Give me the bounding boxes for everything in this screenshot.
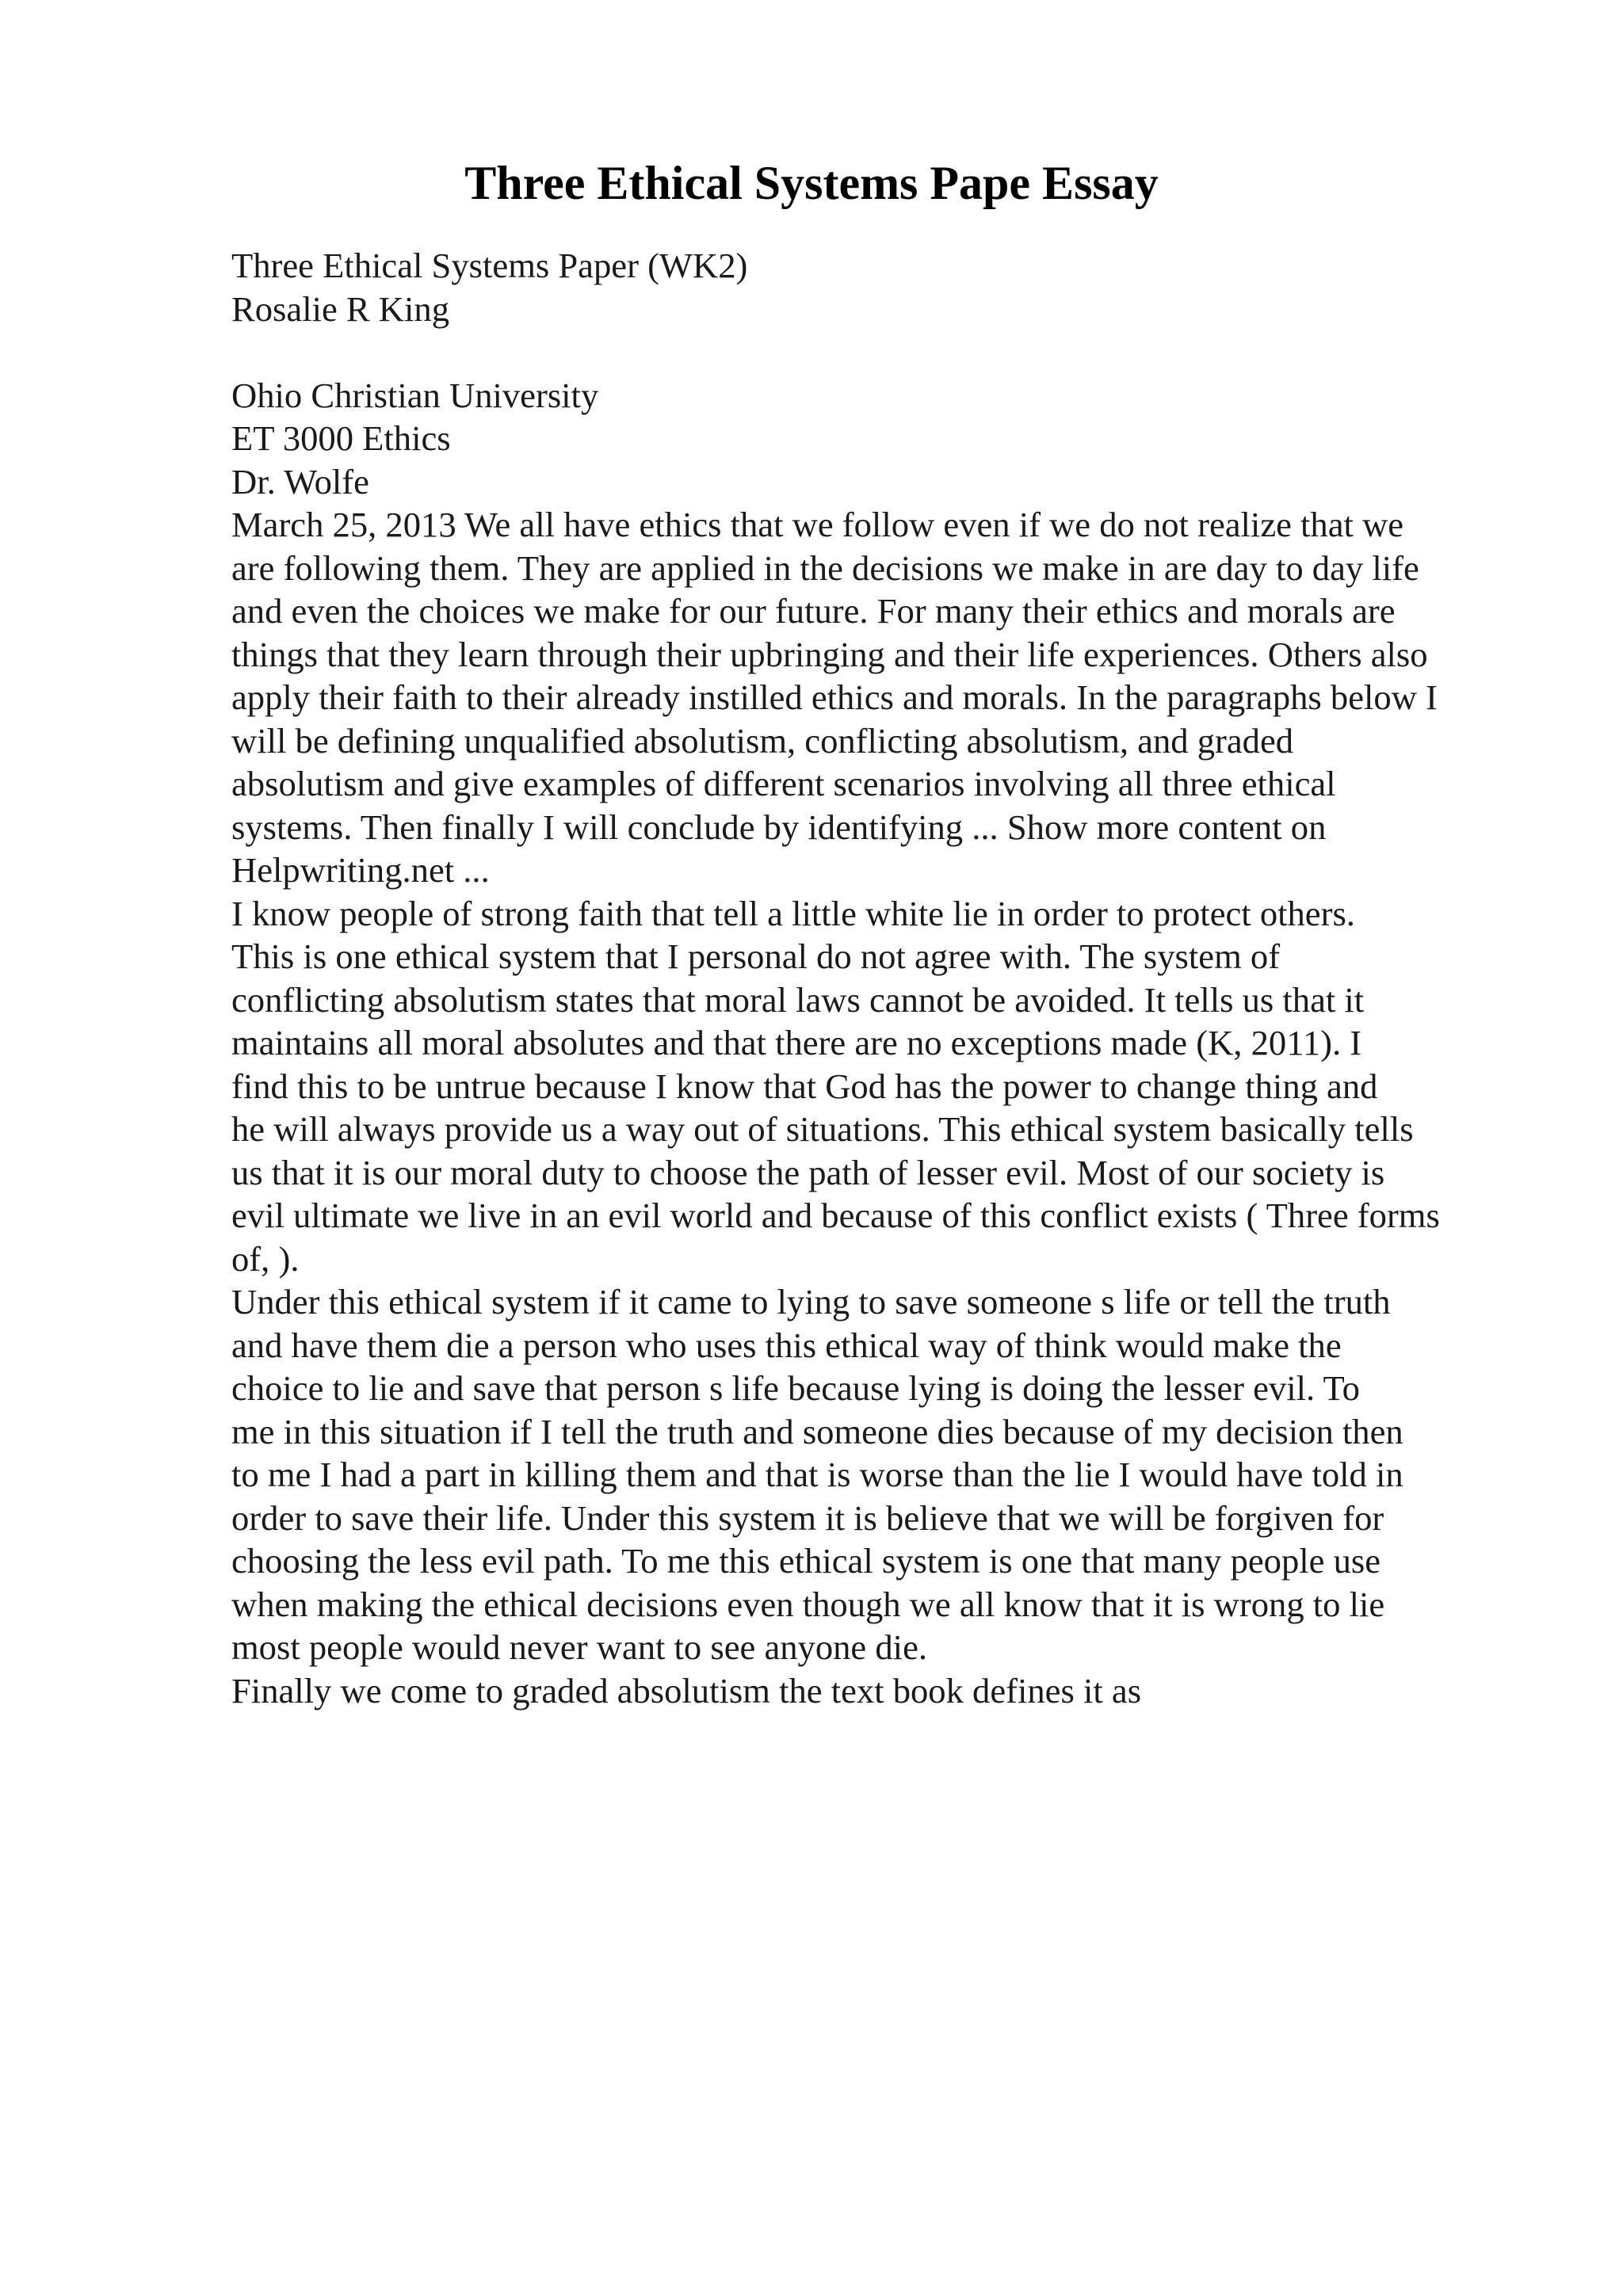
document-title: Three Ethical Systems Pape Essay xyxy=(464,157,1159,209)
paragraph-line: to me I had a part in killing them and that is worse than the lie I would have told in xyxy=(231,1455,1403,1494)
paragraph-line: absolutism and give examples of different scenarios involving all three ethical xyxy=(231,764,1336,803)
paragraph-4 xyxy=(231,1669,1515,1713)
instructor-line: Dr. Wolfe xyxy=(231,461,369,502)
paragraph-line: choice to lie and save that person s life because lying is doing the lesser evil. To xyxy=(231,1368,1360,1408)
paragraph-1 xyxy=(231,503,1515,892)
paragraph-line: most people would never want to see anyone die. xyxy=(231,1627,928,1667)
paragraph-line: will be defining unqualified absolutism, conflicting absolutism, and graded xyxy=(231,720,1294,761)
paragraph-line: he will always provide us a way out of situations. This ethical system basically tells xyxy=(231,1109,1414,1149)
paragraph-line: apply their faith to their already instilled ethics and morals. In the paragraphs below I xyxy=(231,677,1438,717)
paragraph-line: Helpwriting.net ... xyxy=(231,850,490,890)
paragraph-2 xyxy=(231,892,1515,1281)
paragraph-line: find this to be untrue because I know that God has the power to change thing and xyxy=(231,1066,1378,1106)
paragraph-line: when making the ethical decisions even though we all know that it is wrong to lie xyxy=(231,1584,1385,1624)
paragraph-3 xyxy=(231,1280,1515,1669)
paragraph-line: are following them. They are applied in the decisions we make in are day to day life xyxy=(231,547,1419,588)
university-line: Ohio Christian University xyxy=(231,375,599,415)
paragraph-line: This is one ethical system that I personal do not agree with. The system of xyxy=(231,936,1281,976)
paragraph-line: evil ultimate we live in an evil world and because of this conflict exists ( Three forms xyxy=(231,1196,1440,1235)
paragraph-line: order to save their life. Under this system it is believe that we will be forgiven for xyxy=(231,1497,1384,1538)
blank-line xyxy=(231,330,1515,374)
paragraph-line: Under this ethical system if it came to lying to save someone s life or tell the truth xyxy=(231,1282,1391,1322)
paragraph-line: and have them die a person who uses this ethical way of think would make the xyxy=(231,1325,1342,1365)
paragraph-line: I know people of strong faith that tell a little white lie in order to protect others. xyxy=(231,893,1355,933)
paragraph-line: March 25, 2013 We all have ethics that we follow even if we do not realize that we xyxy=(231,505,1404,544)
paragraph-line: maintains all moral absolutes and that there are no exceptions made (K, 2011). I xyxy=(231,1023,1362,1062)
paragraph-line: of, ). xyxy=(231,1238,300,1279)
document-body xyxy=(231,244,1515,1712)
paragraph-line: things that they learn through their upbringing and their life experiences. Others also xyxy=(231,634,1428,674)
paragraph-line: systems. Then finally I will conclude by identifying ... Show more content on xyxy=(231,807,1327,847)
course-line: ET 3000 Ethics xyxy=(231,418,451,458)
author-line: Rosalie R King xyxy=(231,288,449,329)
paragraph-line: us that it is our moral duty to choose the path of lesser evil. Most of our society is xyxy=(231,1152,1385,1192)
paragraph-line: choosing the less evil path. To me this ethical system is one that many people use xyxy=(231,1541,1381,1581)
paragraph-line: Finally we come to graded absolutism the text book defines it as xyxy=(231,1670,1142,1711)
paragraph-line: me in this situation if I tell the truth and someone dies because of my decision then xyxy=(231,1411,1403,1451)
paragraph-line: conflicting absolutism states that moral laws cannot be avoided. It tells us that it xyxy=(231,979,1365,1020)
paragraph-line: and even the choices we make for our future. For many their ethics and morals are xyxy=(231,591,1396,631)
header-block xyxy=(231,244,1515,330)
address-block xyxy=(231,374,1515,504)
paper-title-line: Three Ethical Systems Paper (WK2) xyxy=(231,246,748,285)
